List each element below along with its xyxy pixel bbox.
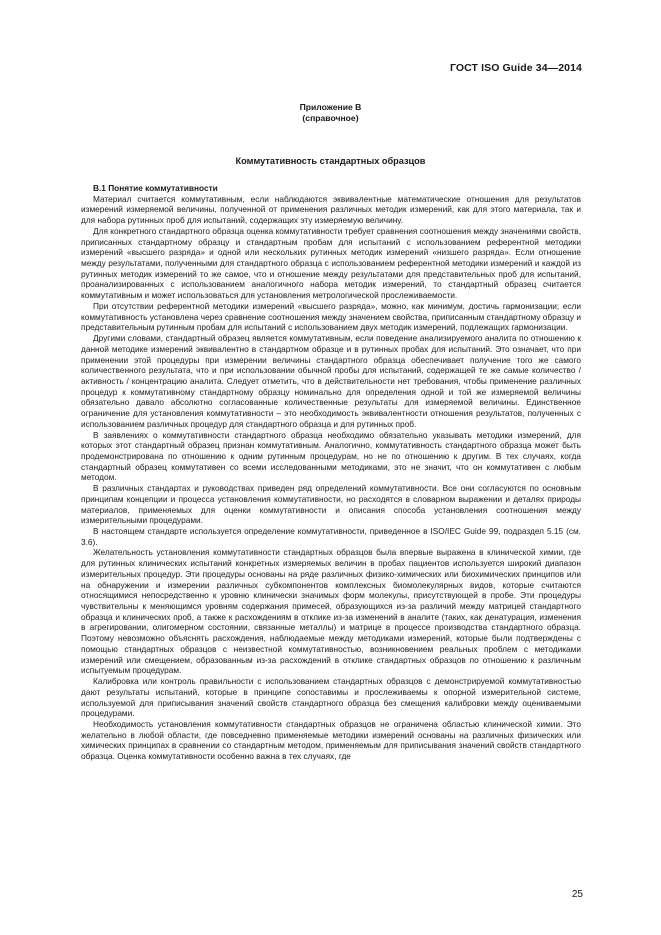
paragraph: Материал считается коммутативным, если наблюдаются эквивалентные математические отношения для результатов измерений измеряемой величины, полученной от применения различных методик измерений, как для этого материала, так и для набора рутинных проб для испытаний, содержащих эту измеряемую величину. (81, 193, 581, 226)
paragraph: Необходимость установления коммутативности стандартных образцов не ограничена областью клинической химии. Это желательно в любой области, где повседневно применяемые методики измерений основаны на различных физических или химических принципах в сравнении со стандартным методом, применяемым для приписывания значений свойств стандартного образца. Оценка коммутативности особенно важна в тех случаях, где (81, 718, 581, 762)
annex-subtitle: (справочное) (302, 113, 359, 123)
paragraph: При отсутствии референтной методики измерений «высшего разряда», можно, как минимум, достичь гармонизации; если коммутативность установлена через сравнение соотношения между значением свойства, приписанным стандартному образцу и представительным рутинным пробам для испытаний с использованием двух методик измерений, подлежащих гармонизации. (81, 300, 581, 333)
paragraph: Желательность установления коммутативности стандартных образцов была впервые выражена в клинической химии, где для рутинных клинических испытаний конкретных измеряемых величин в пробах пациентов используется широкий диапазон измерительных процедур. Эти процедуры основаны на ряде различных физико-химических или биохимических принципов или на обнаружении и измерении различных субкомпонентов комплексных биомолекулярных видов, которые считаются относящимися непосредственно к уровню клинически значимых форм молекулы, присутствующей в пробе. Эти процедуры чувствительны к меняющимся уровням содержания примесей, образующихся из-за различий между матрицей стандартного образца и клинических проб, а также к расхождениям в отклике из-за изменений в аналите (таких, как денатурация, изменения в агрегировании, олигомерном состоянии, связанные металлы) и матрице в процессе производства стандартного образца. Поэтому невозможно объяснять расхождения, наблюдаемые между методиками измерений, которые были подтверждены с помощью стандартных образцов с неизвестной коммутативностью, возникновением реальных проблем с методиками измерений или смещением, образованным из-за расхождений в отклике стандартных образцов по отношению к различным испытуемым процедурам. (81, 547, 581, 676)
page-title: Коммутативность стандартных образцов (235, 156, 426, 166)
document-code-header: ГОСТ ISO Guide 34—2014 (449, 62, 582, 74)
section-heading: В.1 Понятие коммутативности (93, 183, 218, 193)
annex-title: Приложение В (299, 102, 362, 112)
paragraph: Другими словами, стандартный образец является коммутативным, если поведение анализируемого аналита по отношению к данной методике измерений эквивалентно в стандартном образце и в рутинных пробах для испытаний. Это означает, что при применении этой процедуры при измерении величины стандартного образца обеспечивает получение того же самого количественного результата, что и при использовании обычной пробы для испытаний, содержащей те же самые количество / активность / концентрацию аналита. Следует отметить, что в действительности нет требования, чтобы применение различных процедур к коммутативному стандартному образцу номинально для определения одной и той же измеряемой величины обязательно давало абсолютно согласованные количественные результаты для измеряемой величины. Единственное ограничение для установления коммутативности – это необходимость эквивалентности отношения результатов, полученных с использованием различных процедур для стандартного образца и для рутинных проб. (81, 333, 581, 429)
annex-heading (0, 102, 661, 124)
paragraph: В заявлениях о коммутативности стандартного образца необходимо обязательно указывать методики измерений, для которых этот стандартный образец признан коммутативным. Аналогично, коммутативность стандартного образца может быть продемонстрирована по отношению к одним рутинным процедурам, но не по отношению к другим. В тех случаях, когда стандартный образец коммутативен со всеми исследованными методиками, это не значит, что он коммутативен с любым методом. (81, 429, 581, 483)
paragraph: В различных стандартах и руководствах приведен ряд определений коммутативности. Все они согласуются по основным принципам концепции и процесса установления коммутативности, но расходятся в словарном выражении и деталях природы материалов, применяемых для оценки коммутативности и описания способа установления соотношения между измерительными процедурами. (81, 483, 581, 526)
paragraph: Для конкретного стандартного образца оценка коммутативности требует сравнения соотношения между значениями свойств, приписанных стандартному образцу и стандартным пробам для испытаний с использованием референтной методики измерений «высшего разряда» и одной или нескольких рутинных методик измерений «низшего разряда». Если отношение между результатами, полученными для стандартного образца с использованием референтной методики измерений и каждой из рутинных методик измерений то же самое, что и отношение между результатами для представительных проб для испытаний, проанализированных с использованием аналогичного набора методик измерений, то стандартный образец считается коммутативным и может использоваться для установления метрологической прослеживаемости. (81, 225, 581, 301)
page-number: 25 (571, 889, 583, 900)
paragraph: В настоящем стандарте используется определение коммутативности, приведенное в ISO/IEC Guide 99, подраздел 5.15 (см. 3.6). (81, 526, 581, 547)
paragraph: Калибровка или контроль правильности с использованием стандартных образцов с демонстрируемой коммутативностью дают результаты испытаний, которые в принципе сопоставимы и прослеживаемы к опорной измерительной системе, используемой для приписывания значений свойств стандартного образца без смещения калибровки между оцениваемыми процедурами. (81, 676, 581, 719)
body-text (81, 183, 581, 762)
